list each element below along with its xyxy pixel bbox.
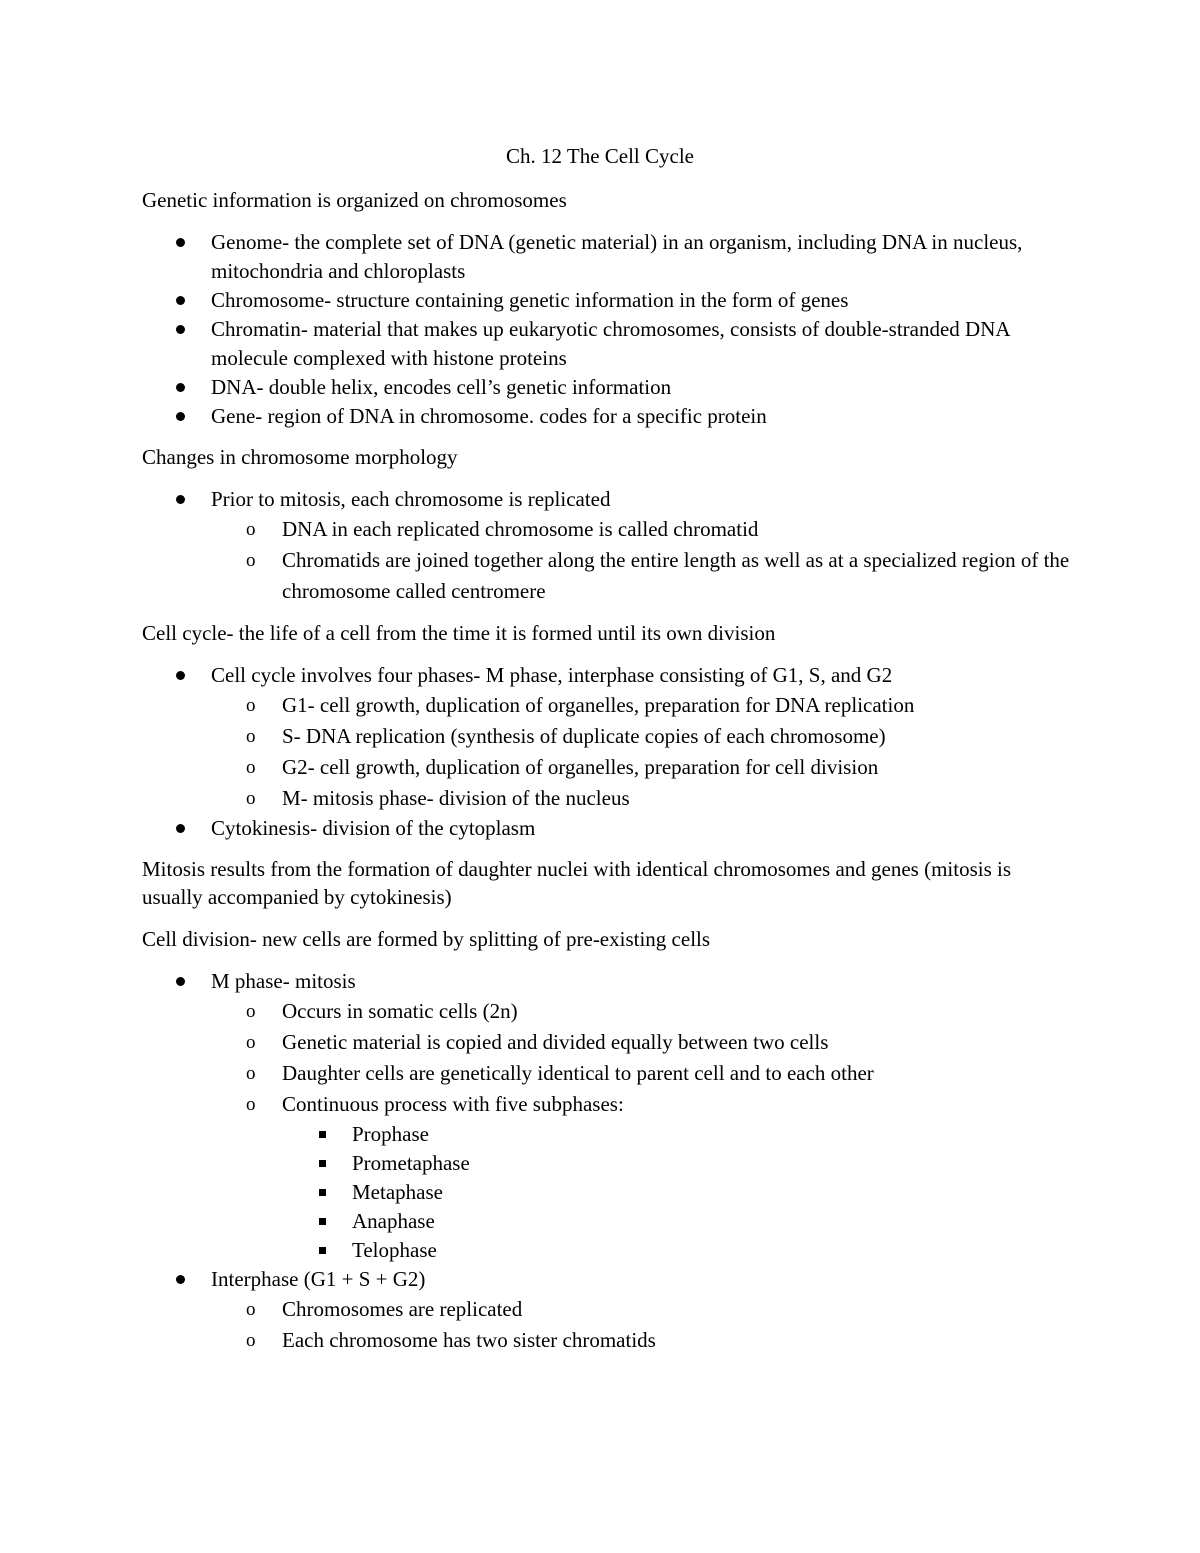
- square-bullet-icon: [319, 1189, 326, 1196]
- subphase-item: [142, 1207, 1072, 1236]
- circle-bullet-icon: o: [246, 1094, 256, 1115]
- document-body: [142, 186, 1072, 1368]
- list-item-text: Prior to mitosis, each chromosome is replicated: [211, 487, 611, 511]
- sub-list-item-text: G1- cell growth, duplication of organelles, preparation for DNA replication: [282, 693, 915, 717]
- list-item-text: Interphase (G1 + S + G2): [211, 1267, 426, 1291]
- bullet-icon: [176, 412, 185, 421]
- bullet-icon: [176, 296, 185, 305]
- subphase-list: [282, 1120, 1072, 1265]
- list-item-text: M phase- mitosis: [211, 969, 356, 993]
- sub-list-item: [142, 721, 1072, 752]
- list-item: [142, 228, 1072, 286]
- list-item-text: Cell cycle involves four phases- M phase, interphase consisting of G1, S, and G2: [211, 663, 893, 687]
- bullet-list-genetic-information: [142, 228, 1072, 431]
- bullet-icon: [176, 824, 185, 833]
- list-item: [142, 315, 1072, 373]
- section-heading-genetic-information: Genetic information is organized on chromosomes: [142, 188, 567, 212]
- sub-list-item: [142, 752, 1072, 783]
- list-item: [142, 661, 1072, 814]
- sub-list-item: [142, 783, 1072, 814]
- list-item-text: Cytokinesis- division of the cytoplasm: [211, 816, 536, 840]
- subphase-item: [142, 1149, 1072, 1178]
- list-item: [142, 814, 1072, 843]
- circle-bullet-icon: o: [246, 1001, 256, 1022]
- circle-bullet-icon: o: [246, 1063, 256, 1084]
- subphase-item-text: Prophase: [352, 1122, 429, 1146]
- subphase-item: [142, 1236, 1072, 1265]
- bullet-icon: [176, 325, 185, 334]
- sub-list: [211, 690, 1072, 814]
- circle-bullet-icon: o: [246, 519, 256, 540]
- paragraph-mitosis-results: Mitosis results from the formation of daughter nuclei with identical chromosomes and genes (mitosis is usually accompanied by cytokinesis): [142, 857, 1012, 909]
- sub-list-item-text: G2- cell growth, duplication of organelles, preparation for cell division: [282, 755, 879, 779]
- circle-bullet-icon: o: [246, 695, 256, 716]
- bullet-list-cell-division: [142, 967, 1072, 1356]
- bullet-icon: [176, 238, 185, 247]
- sub-list-item-text: Each chromosome has two sister chromatids: [282, 1328, 656, 1352]
- circle-bullet-icon: o: [246, 550, 256, 571]
- square-bullet-icon: [319, 1218, 326, 1225]
- subphase-item-text: Prometaphase: [352, 1151, 470, 1175]
- subphase-item-text: Telophase: [352, 1238, 437, 1262]
- square-bullet-icon: [319, 1247, 326, 1254]
- sub-list: [211, 996, 1072, 1265]
- subphase-item: [142, 1120, 1072, 1149]
- bullet-list-cell-cycle: [142, 661, 1072, 843]
- circle-bullet-icon: o: [246, 1032, 256, 1053]
- subphase-item-text: Metaphase: [352, 1180, 443, 1204]
- circle-bullet-icon: o: [246, 1299, 256, 1320]
- circle-bullet-icon: o: [246, 757, 256, 778]
- section-heading-chromosome-morphology: Changes in chromosome morphology: [142, 445, 458, 469]
- list-item: [142, 485, 1072, 607]
- bullet-list-chromosome-morphology: [142, 485, 1072, 607]
- list-item-text: Chromatin- material that makes up eukaryotic chromosomes, consists of double-stranded DNA molecule complexed with histone proteins: [211, 317, 1010, 370]
- sub-list-item: [142, 690, 1072, 721]
- sub-list-item: [142, 1294, 1072, 1325]
- square-bullet-icon: [319, 1131, 326, 1138]
- circle-bullet-icon: o: [246, 1330, 256, 1351]
- sub-list-item: [142, 514, 1072, 545]
- list-item: [142, 402, 1072, 431]
- sub-list-item-text: Chromosomes are replicated: [282, 1297, 523, 1321]
- sub-list-item: [142, 1089, 1072, 1265]
- list-item-text: Gene- region of DNA in chromosome. codes for a specific protein: [211, 404, 767, 428]
- subphase-item-text: Anaphase: [352, 1209, 435, 1233]
- list-item: [142, 286, 1072, 315]
- bullet-icon: [176, 1275, 185, 1284]
- bullet-icon: [176, 671, 185, 680]
- sub-list-item-text: Continuous process with five subphases:: [282, 1092, 624, 1116]
- sub-list-item: [142, 1058, 1072, 1089]
- square-bullet-icon: [319, 1160, 326, 1167]
- sub-list-item: [142, 545, 1072, 607]
- list-item-text: Chromosome- structure containing genetic information in the form of genes: [211, 288, 849, 312]
- sub-list-item-text: Daughter cells are genetically identical to parent cell and to each other: [282, 1061, 874, 1085]
- sub-list-item-text: Occurs in somatic cells (2n): [282, 999, 518, 1023]
- section-heading-cell-division: Cell division- new cells are formed by splitting of pre-existing cells: [142, 927, 711, 951]
- sub-list-item: [142, 1027, 1072, 1058]
- subphase-item: [142, 1178, 1072, 1207]
- section-heading-cell-cycle: Cell cycle- the life of a cell from the time it is formed until its own division: [142, 621, 776, 645]
- list-item-text: Genome- the complete set of DNA (genetic material) in an organism, including DNA in nucleus, mitochondria and chloroplasts: [211, 230, 1023, 283]
- page-title: Ch. 12 The Cell Cycle: [505, 144, 694, 168]
- list-item: [142, 1265, 1072, 1356]
- sub-list-item-text: S- DNA replication (synthesis of duplicate copies of each chromosome): [282, 724, 886, 748]
- circle-bullet-icon: o: [246, 726, 256, 747]
- bullet-icon: [176, 977, 185, 986]
- sub-list-item: [142, 996, 1072, 1027]
- sub-list-item-text: M- mitosis phase- division of the nucleus: [282, 786, 630, 810]
- sub-list-item: [142, 1325, 1072, 1356]
- list-item: [142, 373, 1072, 402]
- list-item-text: DNA- double helix, encodes cell’s genetic information: [211, 375, 672, 399]
- sub-list-item-text: Genetic material is copied and divided equally between two cells: [282, 1030, 829, 1054]
- sub-list-item-text: DNA in each replicated chromosome is called chromatid: [282, 517, 759, 541]
- sub-list: [211, 1294, 1072, 1356]
- bullet-icon: [176, 495, 185, 504]
- list-item: [142, 967, 1072, 1265]
- sub-list: [211, 514, 1072, 607]
- circle-bullet-icon: o: [246, 788, 256, 809]
- bullet-icon: [176, 383, 185, 392]
- sub-list-item-text: Chromatids are joined together along the entire length as well as at a specialized region of the chromosome called centromere: [282, 548, 1070, 603]
